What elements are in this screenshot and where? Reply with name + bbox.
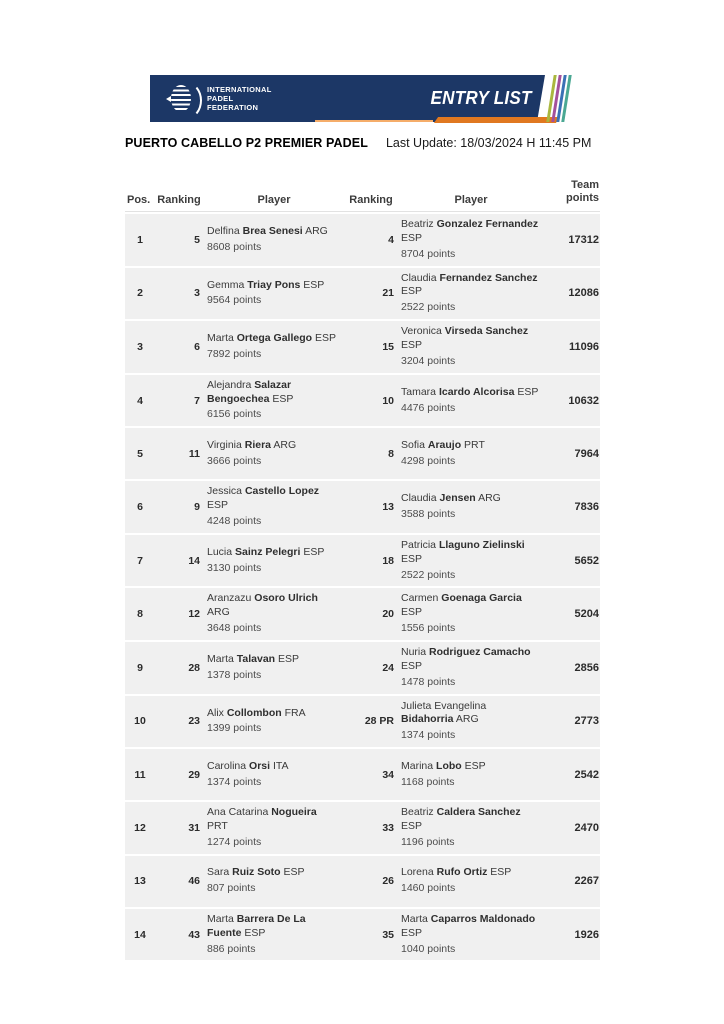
- table-row: [125, 375, 600, 427]
- team-points-value: 7836: [574, 501, 599, 514]
- player1-ranking: 9: [194, 501, 200, 514]
- player1-points: 3648 points: [207, 622, 262, 635]
- player1-name: Alejandra Salazar Bengoechea ESP: [207, 378, 294, 405]
- player2-name: Beatriz Gonzalez Fernandez ESP: [401, 218, 539, 244]
- player2-name: Tamara Icardo Alcorisa ESP: [401, 385, 539, 398]
- player2-ranking: 10: [382, 394, 394, 407]
- player2-ranking: 15: [382, 340, 394, 353]
- player1-ranking: 3: [194, 287, 200, 300]
- player1-ranking: 31: [188, 821, 200, 834]
- player1-name: Jessica Castello Lopez ESP: [207, 485, 320, 512]
- player1-cell: [203, 542, 345, 580]
- player1-name: Marta Barrera De La Fuente ESP: [207, 912, 306, 939]
- player2-cell: [397, 214, 545, 266]
- header-player-2: Player: [454, 194, 488, 206]
- player1-points: 4248 points: [207, 515, 262, 528]
- player2-points: 2522 points: [401, 568, 456, 581]
- player1-ranking: 28: [188, 661, 200, 674]
- player2-name: Marina Lobo ESP: [401, 759, 486, 772]
- team-points-value: 10632: [568, 394, 599, 407]
- position-value: 12: [134, 821, 146, 834]
- player2-points: 1478 points: [401, 675, 456, 688]
- player2-cell: [397, 802, 545, 854]
- player1-name: Lucia Sainz Pelegri ESP: [207, 545, 325, 558]
- team-points-value: 5204: [574, 608, 599, 621]
- position-value: 7: [137, 554, 143, 567]
- header-ranking-2: Ranking: [349, 194, 393, 206]
- player2-cell: [397, 756, 545, 794]
- player1-points: 8608 points: [207, 240, 262, 253]
- player2-name: Lorena Rufo Ortiz ESP: [401, 866, 512, 879]
- player1-name: Marta Talavan ESP: [207, 652, 300, 665]
- player2-name: Sofia Araujo PRT: [401, 438, 485, 451]
- player1-name: Marta Ortega Gallego ESP: [207, 332, 336, 345]
- player2-points: 1460 points: [401, 882, 456, 895]
- player1-cell: [203, 375, 345, 427]
- table-row: [125, 749, 600, 800]
- table-row: [125, 856, 600, 907]
- tournament-title: PUERTO CABELLO P2 PREMIER PADEL: [125, 136, 368, 150]
- logo-line-1: INTERNATIONAL: [207, 85, 272, 94]
- player2-cell: [397, 862, 545, 900]
- player2-name: Nuria Rodriguez Camacho ESP: [401, 646, 531, 672]
- team-points-value: 2267: [574, 875, 599, 888]
- player2-name: Julieta Evangelina Bidahorria ARG: [401, 699, 487, 726]
- ipf-banner: [150, 75, 574, 122]
- table-row: [125, 642, 600, 694]
- player1-name: Carolina Orsi ITA: [207, 759, 289, 772]
- player2-ranking: 24: [382, 661, 394, 674]
- table-row: [125, 481, 600, 533]
- player1-cell: [203, 328, 345, 366]
- player2-name: Carmen Goenaga Garcia ESP: [401, 592, 522, 619]
- position-value: 14: [134, 928, 146, 941]
- banner-color-stripes: [550, 75, 574, 122]
- position-value: 3: [137, 340, 143, 353]
- team-points-value: 11096: [569, 340, 599, 353]
- player1-points: 7892 points: [207, 347, 262, 360]
- player1-points: 6156 points: [207, 408, 262, 421]
- position-value: 5: [137, 447, 143, 460]
- player2-name: Claudia Fernandez Sanchez ESP: [401, 271, 538, 298]
- player2-name: Beatriz Caldera Sanchez ESP: [401, 806, 521, 833]
- player2-ranking: 20: [382, 608, 394, 621]
- player2-name: Patricia Llaguno Zielinski ESP: [401, 538, 525, 565]
- entry-list-title: ENTRY LIST: [430, 88, 532, 108]
- player2-ranking: 18: [382, 554, 394, 567]
- table-row: [125, 909, 600, 961]
- position-value: 10: [134, 715, 146, 728]
- team-points-value: 17312: [568, 233, 599, 246]
- player2-ranking: 26: [382, 875, 394, 888]
- position-value: 13: [134, 875, 146, 888]
- position-value: 4: [137, 394, 143, 407]
- position-value: 1: [137, 233, 143, 246]
- player2-points: 1040 points: [401, 942, 456, 955]
- player1-name: Sara Ruiz Soto ESP: [207, 866, 305, 879]
- player1-ranking: 46: [188, 875, 200, 888]
- player1-name: Aranzazu Osoro Ulrich ARG: [207, 592, 318, 619]
- player2-ranking: 33: [382, 821, 394, 834]
- player1-cell: [203, 802, 345, 854]
- player2-cell: [397, 642, 545, 694]
- player1-ranking: 43: [188, 928, 200, 941]
- player2-points: 1196 points: [401, 835, 455, 848]
- player1-name: Ana Catarina Nogueira PRT: [207, 806, 317, 833]
- team-points-value: 2856: [574, 661, 599, 674]
- player2-name: Marta Caparros Maldonado ESP: [401, 912, 536, 939]
- table-row: [125, 214, 600, 266]
- player2-cell: [397, 588, 545, 640]
- player1-cell: [203, 275, 345, 313]
- player2-ranking: 34: [382, 768, 394, 781]
- entry-list-table: [125, 172, 600, 960]
- player1-cell: [203, 756, 345, 794]
- player1-points: 1374 points: [207, 775, 262, 788]
- player2-cell: [397, 321, 545, 373]
- document-title-row: [125, 136, 600, 150]
- team-points-value: 1926: [574, 928, 599, 941]
- player2-points: 2522 points: [401, 301, 456, 314]
- player1-name: Delfina Brea Senesi ARG: [207, 224, 328, 237]
- team-points-value: 12086: [568, 287, 599, 300]
- banner-underline-orange: [434, 117, 560, 123]
- player2-cell: [397, 696, 545, 748]
- team-points-value: 7964: [574, 447, 599, 460]
- player1-name: Alix Collombon FRA: [207, 706, 306, 719]
- player1-points: 807 points: [207, 882, 256, 895]
- player1-ranking: 12: [188, 608, 200, 621]
- logo-line-2: PADEL: [207, 94, 234, 103]
- player2-name: Claudia Jensen ARG: [401, 492, 501, 505]
- position-value: 2: [137, 287, 143, 300]
- player1-cell: [203, 435, 345, 473]
- team-points-value: 2470: [574, 821, 599, 834]
- player1-ranking: 7: [194, 394, 200, 407]
- player1-ranking: 29: [188, 768, 200, 781]
- padel-ball-globe-icon: [166, 82, 200, 115]
- table-row: [125, 535, 600, 587]
- table-row: [125, 428, 600, 479]
- player1-cell: [203, 588, 345, 640]
- player2-name: Veronica Virseda Sanchez ESP: [401, 325, 529, 352]
- player2-points: 8704 points: [401, 247, 456, 260]
- table-row: [125, 321, 600, 373]
- player1-points: 886 points: [207, 942, 256, 955]
- player2-cell: [397, 268, 545, 320]
- position-value: 6: [137, 501, 143, 514]
- team-points-value: 2773: [574, 715, 599, 728]
- ipf-logo: [166, 82, 272, 115]
- player2-cell: [397, 909, 545, 961]
- player1-name: Virginia Riera ARG: [207, 438, 297, 451]
- player2-ranking: 4: [388, 233, 394, 246]
- table-row: [125, 696, 600, 748]
- player2-cell: [397, 535, 545, 587]
- player1-ranking: 23: [188, 715, 200, 728]
- player1-points: 3666 points: [207, 454, 262, 467]
- player1-cell: [203, 649, 345, 687]
- player1-cell: [203, 909, 345, 961]
- team-points-value: 5652: [574, 554, 599, 567]
- header-pos: Pos.: [127, 194, 151, 206]
- table-row: [125, 802, 600, 854]
- player1-points: 1274 points: [207, 835, 262, 848]
- team-points-value: 2542: [574, 768, 599, 781]
- player1-points: 9564 points: [207, 294, 262, 307]
- player2-ranking: 35: [382, 928, 394, 941]
- player1-points: 1378 points: [207, 668, 262, 681]
- player2-cell: [397, 488, 545, 526]
- player1-cell: [203, 862, 345, 900]
- header-player-1: Player: [257, 194, 291, 206]
- header-team-points: Team points: [566, 178, 599, 205]
- table-row: [125, 588, 600, 640]
- ipf-logo-text: [207, 85, 272, 112]
- position-value: 11: [134, 768, 146, 781]
- player1-ranking: 6: [194, 340, 200, 353]
- player2-points: 3204 points: [401, 354, 456, 367]
- player1-cell: [203, 221, 345, 259]
- player1-name: Gemma Triay Pons ESP: [207, 278, 325, 291]
- player2-cell: [397, 435, 545, 473]
- banner-underline-light: [315, 120, 433, 122]
- header-ranking-1: Ranking: [157, 194, 201, 206]
- table-row: [125, 268, 600, 320]
- position-value: 8: [137, 608, 143, 621]
- player2-ranking: 28 PR: [364, 715, 394, 728]
- player2-points: 1168 points: [401, 775, 455, 788]
- last-update-text: Last Update: 18/03/2024 H 11:45 PM: [385, 136, 592, 150]
- player1-cell: [203, 703, 345, 741]
- player1-ranking: 5: [194, 233, 200, 246]
- player2-ranking: 8: [388, 447, 394, 460]
- player2-points: 4476 points: [401, 401, 456, 414]
- player2-points: 3588 points: [401, 508, 456, 521]
- table-header-row: [125, 172, 600, 212]
- player1-cell: [203, 481, 345, 533]
- player1-ranking: 11: [188, 447, 200, 460]
- player2-points: 1374 points: [401, 729, 456, 742]
- player2-ranking: 21: [382, 287, 394, 300]
- logo-line-3: FEDERATION: [207, 103, 259, 112]
- player2-points: 4298 points: [401, 454, 456, 467]
- table-body: [125, 214, 600, 960]
- player2-ranking: 13: [382, 501, 394, 514]
- player2-points: 1556 points: [401, 622, 456, 635]
- player2-cell: [397, 382, 545, 420]
- player1-points: 3130 points: [207, 561, 262, 574]
- player1-points: 1399 points: [207, 722, 262, 735]
- player1-ranking: 14: [188, 554, 200, 567]
- position-value: 9: [137, 661, 143, 674]
